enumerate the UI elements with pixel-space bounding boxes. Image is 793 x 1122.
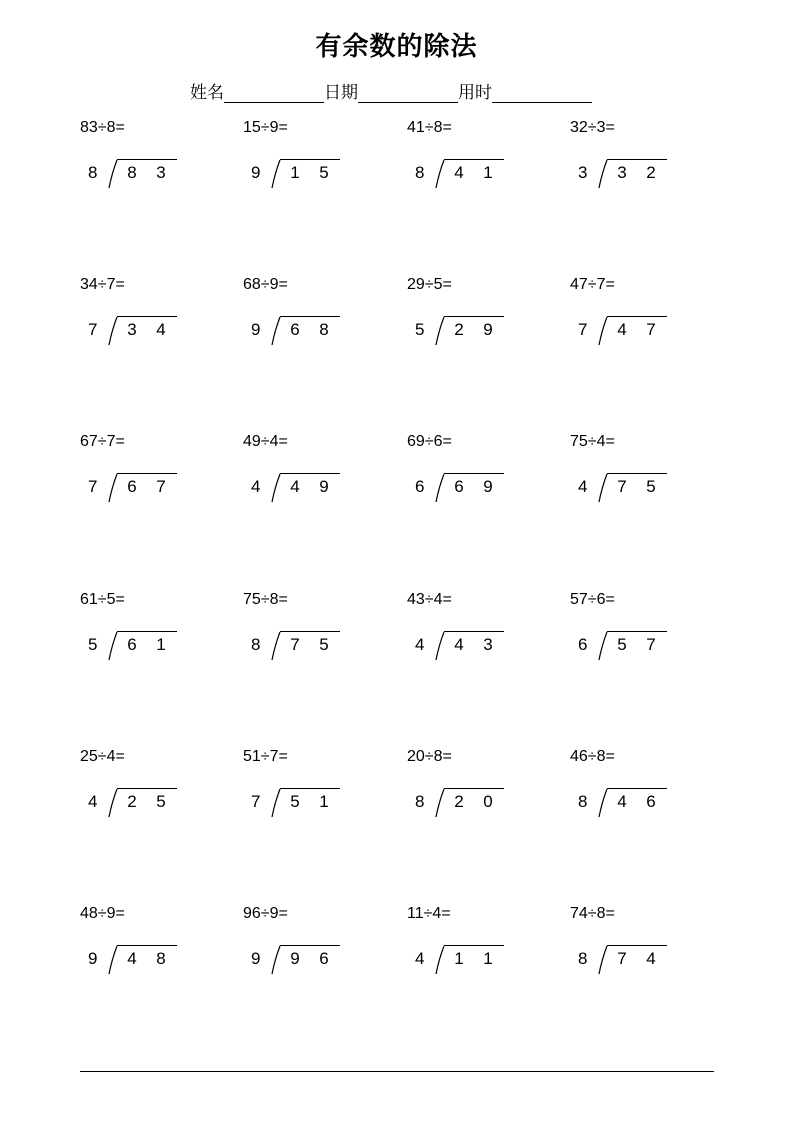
dividend-ones-digit: 8: [319, 320, 329, 339]
division-bar: [444, 788, 504, 789]
problem-expression: 34÷7=: [80, 276, 125, 293]
divisor: 9: [88, 949, 98, 968]
division-bar: [607, 473, 667, 474]
division-bar: [117, 788, 177, 789]
dividend-tens-digit: 4: [127, 949, 137, 968]
problem-cell: [80, 748, 230, 848]
division-bracket: [435, 788, 447, 818]
dividend-ones-digit: 1: [156, 635, 166, 654]
division-bracket: [271, 788, 283, 818]
dividend-tens-digit: 2: [454, 320, 464, 339]
dividend-ones-digit: 5: [319, 163, 329, 182]
problem-cell: [80, 905, 230, 1005]
dividend-ones-digit: 0: [483, 792, 493, 811]
dividend-tens-digit: 3: [617, 163, 627, 182]
division-bar: [280, 316, 340, 317]
division-bracket: [435, 316, 447, 346]
divisor: 8: [251, 635, 261, 654]
problem-expression: 46÷8=: [570, 748, 615, 765]
problem-expression: 43÷4=: [407, 591, 452, 608]
dividend-tens-digit: 1: [290, 163, 300, 182]
problem-cell: [80, 591, 230, 691]
problem-expression: 61÷5=: [80, 591, 125, 608]
dividend-ones-digit: 8: [156, 949, 166, 968]
divisor: 7: [88, 320, 98, 339]
dividend-tens-digit: 5: [290, 792, 300, 811]
dividend-ones-digit: 4: [156, 320, 166, 339]
dividend-ones-digit: 6: [646, 792, 656, 811]
problem-cell: [570, 591, 720, 691]
divisor: 6: [415, 477, 425, 496]
division-bracket: [271, 631, 283, 661]
dividend-ones-digit: 9: [483, 320, 493, 339]
dividend-tens-digit: 1: [454, 949, 464, 968]
division-bar: [607, 159, 667, 160]
problem-expression: 49÷4=: [243, 433, 288, 450]
problem-expression: 68÷9=: [243, 276, 288, 293]
dividend-ones-digit: 1: [319, 792, 329, 811]
division-bracket: [271, 316, 283, 346]
dividend-tens-digit: 2: [127, 792, 137, 811]
problem-cell: [243, 119, 393, 219]
problem-expression: 51÷7=: [243, 748, 288, 765]
divisor: 7: [251, 792, 261, 811]
page-title: 有余数的除法: [315, 32, 478, 62]
problem-cell: [407, 276, 557, 376]
problem-expression: 20÷8=: [407, 748, 452, 765]
division-bracket: [271, 473, 283, 503]
divisor: 4: [251, 477, 261, 496]
dividend-tens-digit: 4: [290, 477, 300, 496]
dividend-tens-digit: 8: [127, 163, 137, 182]
division-bar: [444, 473, 504, 474]
problem-expression: 96÷9=: [243, 905, 288, 922]
dividend-tens-digit: 5: [617, 635, 627, 654]
division-bar: [280, 473, 340, 474]
division-bar: [444, 316, 504, 317]
divisor: 5: [415, 320, 425, 339]
dividend-ones-digit: 3: [156, 163, 166, 182]
division-bar: [117, 945, 177, 946]
division-bracket: [598, 945, 610, 975]
problem-expression: 25÷4=: [80, 748, 125, 765]
problem-cell: [243, 591, 393, 691]
problem-cell: [570, 276, 720, 376]
problem-expression: 41÷8=: [407, 119, 452, 136]
dividend-tens-digit: 2: [454, 792, 464, 811]
problem-expression: 67÷7=: [80, 433, 125, 450]
division-bracket: [108, 631, 120, 661]
dividend-ones-digit: 5: [156, 792, 166, 811]
time-label: 用时: [458, 83, 492, 103]
division-bar: [117, 631, 177, 632]
division-bar: [280, 945, 340, 946]
name-label: 姓名: [190, 83, 224, 103]
divisor: 8: [88, 163, 98, 182]
dividend-ones-digit: 7: [646, 320, 656, 339]
division-bracket: [598, 316, 610, 346]
division-bar: [280, 788, 340, 789]
divisor: 3: [578, 163, 588, 182]
date-label: 日期: [324, 83, 358, 103]
division-bar: [444, 945, 504, 946]
division-bar: [607, 788, 667, 789]
dividend-tens-digit: 6: [454, 477, 464, 496]
problem-expression: 29÷5=: [407, 276, 452, 293]
division-bracket: [108, 473, 120, 503]
student-info-row: [190, 78, 592, 102]
division-bar: [280, 159, 340, 160]
division-bar: [117, 473, 177, 474]
problem-expression: 15÷9=: [243, 119, 288, 136]
dividend-tens-digit: 4: [454, 163, 464, 182]
divisor: 9: [251, 320, 261, 339]
problem-expression: 83÷8=: [80, 119, 125, 136]
division-bar: [444, 159, 504, 160]
name-blank[interactable]: [224, 82, 324, 103]
problem-cell: [407, 905, 557, 1005]
dividend-ones-digit: 1: [483, 949, 493, 968]
dividend-ones-digit: 6: [319, 949, 329, 968]
division-bracket: [108, 788, 120, 818]
division-bracket: [598, 788, 610, 818]
dividend-ones-digit: 7: [156, 477, 166, 496]
problem-cell: [80, 119, 230, 219]
dividend-ones-digit: 4: [646, 949, 656, 968]
problem-expression: 69÷6=: [407, 433, 452, 450]
division-bracket: [271, 945, 283, 975]
problem-expression: 75÷4=: [570, 433, 615, 450]
dividend-ones-digit: 7: [646, 635, 656, 654]
division-bracket: [598, 473, 610, 503]
division-bracket: [598, 631, 610, 661]
divisor: 6: [578, 635, 588, 654]
problem-cell: [570, 433, 720, 533]
division-bar: [444, 631, 504, 632]
divisor: 9: [251, 949, 261, 968]
problem-cell: [243, 276, 393, 376]
division-bracket: [435, 159, 447, 189]
divisor: 8: [415, 792, 425, 811]
division-bar: [117, 316, 177, 317]
dividend-tens-digit: 6: [127, 635, 137, 654]
division-bracket: [108, 945, 120, 975]
time-blank[interactable]: [492, 82, 592, 103]
dividend-tens-digit: 6: [127, 477, 137, 496]
problem-expression: 48÷9=: [80, 905, 125, 922]
problem-cell: [407, 591, 557, 691]
divisor: 7: [88, 477, 98, 496]
dividend-tens-digit: 3: [127, 320, 137, 339]
division-bracket: [435, 945, 447, 975]
date-blank[interactable]: [358, 82, 458, 103]
divisor: 4: [415, 949, 425, 968]
divisor: 8: [415, 163, 425, 182]
dividend-ones-digit: 5: [646, 477, 656, 496]
dividend-tens-digit: 7: [617, 949, 627, 968]
dividend-tens-digit: 4: [617, 792, 627, 811]
divisor: 4: [88, 792, 98, 811]
division-bar: [607, 316, 667, 317]
division-bracket: [435, 631, 447, 661]
problem-expression: 57÷6=: [570, 591, 615, 608]
division-bracket: [108, 316, 120, 346]
divisor: 8: [578, 949, 588, 968]
dividend-tens-digit: 7: [617, 477, 627, 496]
dividend-ones-digit: 9: [319, 477, 329, 496]
division-bracket: [435, 473, 447, 503]
problem-cell: [407, 748, 557, 848]
problem-cell: [243, 748, 393, 848]
dividend-ones-digit: 9: [483, 477, 493, 496]
problem-cell: [243, 905, 393, 1005]
problem-cell: [243, 433, 393, 533]
dividend-tens-digit: 4: [617, 320, 627, 339]
divisor: 5: [88, 635, 98, 654]
dividend-ones-digit: 1: [483, 163, 493, 182]
problem-cell: [80, 276, 230, 376]
dividend-ones-digit: 5: [319, 635, 329, 654]
dividend-ones-digit: 3: [483, 635, 493, 654]
division-bar: [607, 945, 667, 946]
division-bracket: [108, 159, 120, 189]
division-bracket: [271, 159, 283, 189]
divisor: 7: [578, 320, 588, 339]
problem-expression: 47÷7=: [570, 276, 615, 293]
division-bar: [280, 631, 340, 632]
dividend-tens-digit: 6: [290, 320, 300, 339]
dividend-tens-digit: 9: [290, 949, 300, 968]
division-bar: [607, 631, 667, 632]
problem-cell: [80, 433, 230, 533]
divisor: 4: [578, 477, 588, 496]
problem-expression: 11÷4=: [407, 905, 451, 922]
divisor: 8: [578, 792, 588, 811]
problem-cell: [570, 119, 720, 219]
footer-divider: [80, 1071, 714, 1072]
problem-cell: [570, 748, 720, 848]
problem-expression: 74÷8=: [570, 905, 615, 922]
problem-cell: [570, 905, 720, 1005]
problem-cell: [407, 433, 557, 533]
divisor: 4: [415, 635, 425, 654]
problem-expression: 75÷8=: [243, 591, 288, 608]
dividend-tens-digit: 7: [290, 635, 300, 654]
division-bracket: [598, 159, 610, 189]
problem-cell: [407, 119, 557, 219]
division-bar: [117, 159, 177, 160]
divisor: 9: [251, 163, 261, 182]
dividend-ones-digit: 2: [646, 163, 656, 182]
problem-expression: 32÷3=: [570, 119, 615, 136]
dividend-tens-digit: 4: [454, 635, 464, 654]
